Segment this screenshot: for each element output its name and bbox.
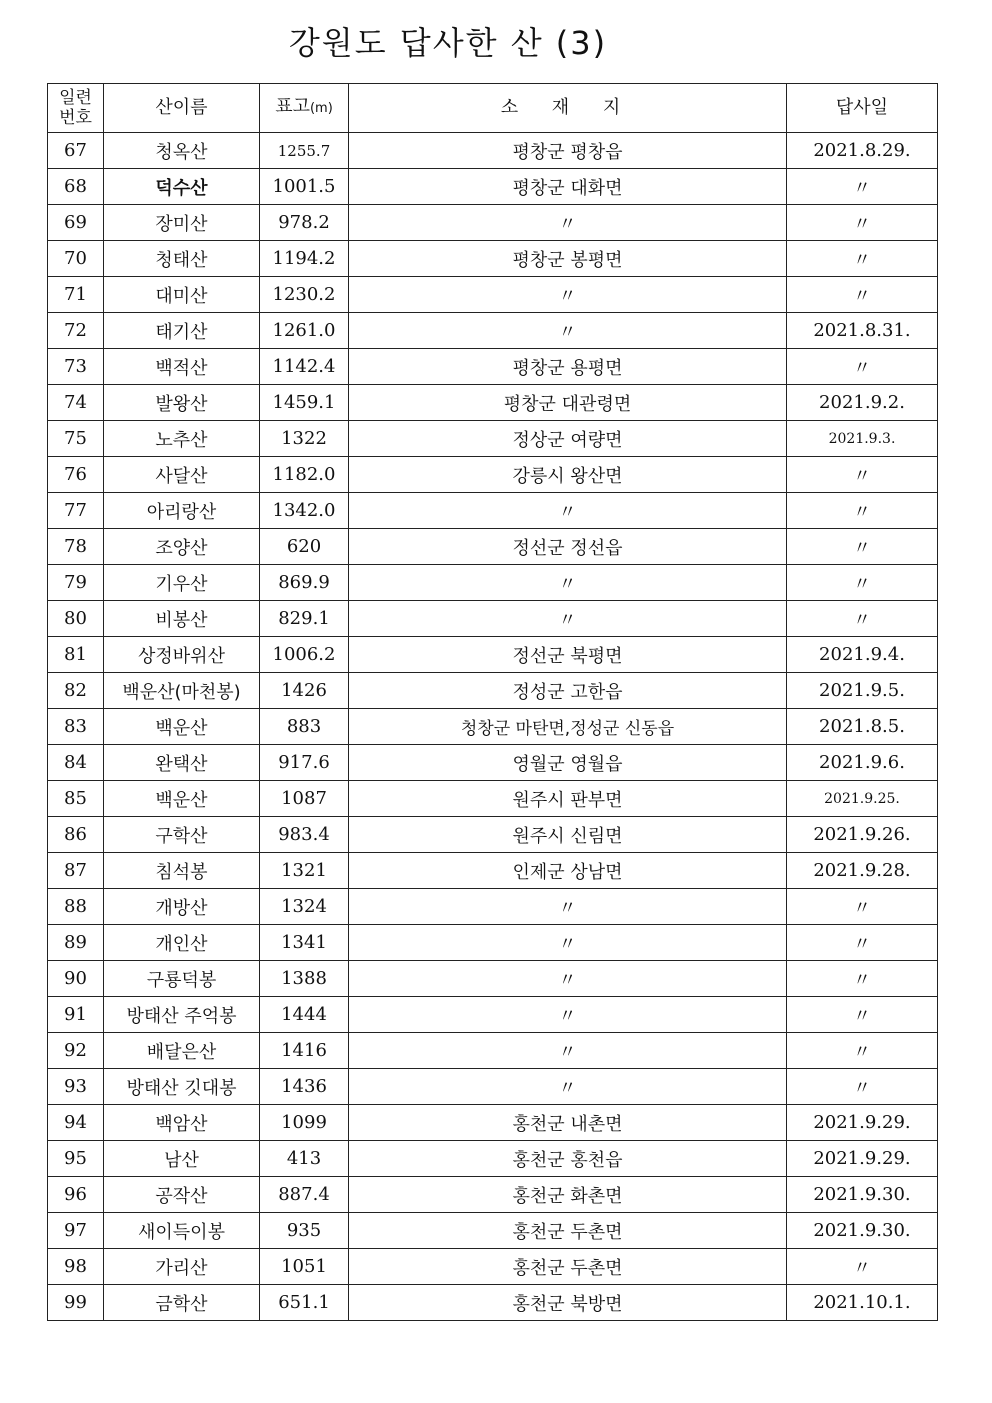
cell-visit-date: 2021.9.2. [787,385,938,421]
cell-mountain-name: 남산 [104,1141,260,1177]
cell-location: 평창군 봉평면 [349,241,787,277]
cell-serial-number: 86 [48,817,104,853]
cell-visit-date: 2021.8.5. [787,709,938,745]
cell-mountain-name: 방태산 깃대봉 [104,1069,260,1105]
table-row [48,673,938,709]
header-elevation-unit: (m) [309,101,333,116]
cell-elevation: 1342.0 [260,493,349,529]
cell-location: 평창군 평창읍 [349,133,787,169]
cell-serial-number: 80 [48,601,104,637]
cell-visit-date: 〃 [787,241,938,277]
cell-visit-date: 2021.9.30. [787,1213,938,1249]
cell-location: 〃 [349,205,787,241]
cell-mountain-name: 상정바위산 [104,637,260,673]
cell-elevation: 1321 [260,853,349,889]
cell-serial-number: 67 [48,133,104,169]
cell-serial-number: 74 [48,385,104,421]
cell-elevation: 413 [260,1141,349,1177]
cell-elevation: 917.6 [260,745,349,781]
cell-serial-number: 83 [48,709,104,745]
cell-mountain-name: 구룡덕봉 [104,961,260,997]
cell-visit-date: 〃 [787,889,938,925]
table-row [48,1033,938,1069]
cell-visit-date: 〃 [787,205,938,241]
cell-elevation: 1444 [260,997,349,1033]
cell-elevation: 1230.2 [260,277,349,313]
cell-visit-date: 2021.9.5. [787,673,938,709]
cell-mountain-name: 청옥산 [104,133,260,169]
cell-serial-number: 87 [48,853,104,889]
header-visit-date: 답사일 [787,84,938,133]
cell-location: 〃 [349,961,787,997]
cell-visit-date: 〃 [787,997,938,1033]
cell-location: 강릉시 왕산면 [349,457,787,493]
cell-mountain-name: 아리랑산 [104,493,260,529]
cell-visit-date: 〃 [787,277,938,313]
cell-mountain-name: 비봉산 [104,601,260,637]
table-header-row [48,84,938,133]
cell-location: 원주시 판부면 [349,781,787,817]
cell-elevation: 935 [260,1213,349,1249]
table-row [48,565,938,601]
cell-location: 〃 [349,565,787,601]
cell-location: 원주시 신림면 [349,817,787,853]
cell-visit-date: 2021.9.29. [787,1105,938,1141]
cell-serial-number: 68 [48,169,104,205]
table-row [48,781,938,817]
cell-mountain-name: 백운산 [104,709,260,745]
table-row [48,1213,938,1249]
table-row [48,1141,938,1177]
table-row [48,601,938,637]
cell-visit-date: 2021.9.4. [787,637,938,673]
cell-elevation: 1324 [260,889,349,925]
cell-elevation: 1416 [260,1033,349,1069]
cell-elevation: 883 [260,709,349,745]
cell-elevation: 829.1 [260,601,349,637]
cell-location: 평창군 대관령면 [349,385,787,421]
cell-elevation: 983.4 [260,817,349,853]
cell-visit-date: 2021.9.25. [787,781,938,817]
cell-visit-date: 〃 [787,961,938,997]
cell-serial-number: 75 [48,421,104,457]
cell-visit-date: 〃 [787,529,938,565]
cell-elevation: 1388 [260,961,349,997]
cell-location: 정성군 고한읍 [349,673,787,709]
cell-serial-number: 73 [48,349,104,385]
cell-visit-date: 2021.8.31. [787,313,938,349]
cell-elevation: 869.9 [260,565,349,601]
cell-visit-date: 2021.9.28. [787,853,938,889]
cell-location: 홍천군 두촌면 [349,1213,787,1249]
header-mountain-name: 산이름 [104,84,260,133]
cell-serial-number: 69 [48,205,104,241]
cell-location: 〃 [349,889,787,925]
cell-serial-number: 97 [48,1213,104,1249]
table-row [48,1177,938,1213]
table-row [48,817,938,853]
cell-serial-number: 72 [48,313,104,349]
cell-serial-number: 92 [48,1033,104,1069]
cell-serial-number: 98 [48,1249,104,1285]
cell-visit-date: 2021.10.1. [787,1285,938,1321]
table-row [48,889,938,925]
cell-elevation: 1087 [260,781,349,817]
table-row [48,277,938,313]
cell-location: 홍천군 홍천읍 [349,1141,787,1177]
cell-mountain-name: 백운산(마천봉) [104,673,260,709]
cell-location: 홍천군 화촌면 [349,1177,787,1213]
cell-visit-date: 〃 [787,169,938,205]
cell-serial-number: 94 [48,1105,104,1141]
cell-elevation: 1255.7 [260,133,349,169]
cell-serial-number: 77 [48,493,104,529]
cell-serial-number: 96 [48,1177,104,1213]
header-serial-number [48,84,104,133]
header-elevation [260,84,349,133]
cell-location: 평창군 대화면 [349,169,787,205]
cell-visit-date: 2021.9.30. [787,1177,938,1213]
cell-elevation: 1142.4 [260,349,349,385]
table-row [48,709,938,745]
cell-location: 〃 [349,1069,787,1105]
cell-mountain-name: 가리산 [104,1249,260,1285]
cell-location: 〃 [349,493,787,529]
table-row [48,133,938,169]
table-row [48,925,938,961]
cell-mountain-name: 구학산 [104,817,260,853]
cell-mountain-name: 공작산 [104,1177,260,1213]
cell-mountain-name: 덕수산 [104,169,260,205]
cell-mountain-name: 개방산 [104,889,260,925]
cell-location: 〃 [349,1033,787,1069]
cell-visit-date: 〃 [787,457,938,493]
table-row [48,421,938,457]
cell-mountain-name: 발왕산 [104,385,260,421]
page-title: 강원도 답사한 산 (3) [288,24,608,62]
cell-elevation: 651.1 [260,1285,349,1321]
cell-location: 정선군 정선읍 [349,529,787,565]
cell-serial-number: 95 [48,1141,104,1177]
cell-serial-number: 88 [48,889,104,925]
cell-location: 홍천군 북방면 [349,1285,787,1321]
cell-elevation: 1261.0 [260,313,349,349]
cell-elevation: 1436 [260,1069,349,1105]
table-row [48,1285,938,1321]
cell-location: 〃 [349,997,787,1033]
header-elevation-label: 표고 [275,96,310,117]
cell-visit-date: 〃 [787,1069,938,1105]
table-row [48,853,938,889]
cell-serial-number: 84 [48,745,104,781]
cell-serial-number: 99 [48,1285,104,1321]
table-row [48,457,938,493]
cell-location: 인제군 상남면 [349,853,787,889]
table-row [48,241,938,277]
cell-serial-number: 78 [48,529,104,565]
cell-serial-number: 89 [48,925,104,961]
cell-mountain-name: 청태산 [104,241,260,277]
cell-mountain-name: 대미산 [104,277,260,313]
cell-elevation: 1099 [260,1105,349,1141]
table-row [48,313,938,349]
cell-elevation: 620 [260,529,349,565]
cell-mountain-name: 노추산 [104,421,260,457]
cell-mountain-name: 장미산 [104,205,260,241]
cell-visit-date: 〃 [787,1033,938,1069]
cell-serial-number: 79 [48,565,104,601]
table-row [48,1105,938,1141]
cell-elevation: 1459.1 [260,385,349,421]
cell-serial-number: 71 [48,277,104,313]
table-row [48,997,938,1033]
cell-elevation: 978.2 [260,205,349,241]
cell-location: 정선군 북평면 [349,637,787,673]
cell-mountain-name: 사달산 [104,457,260,493]
table-row [48,205,938,241]
cell-visit-date: 2021.8.29. [787,133,938,169]
cell-mountain-name: 태기산 [104,313,260,349]
cell-serial-number: 70 [48,241,104,277]
header-serial-line1: 일련 [59,88,92,108]
cell-elevation: 1426 [260,673,349,709]
table-row [48,637,938,673]
table-row [48,529,938,565]
cell-visit-date: 〃 [787,925,938,961]
cell-elevation: 1194.2 [260,241,349,277]
cell-visit-date: 〃 [787,601,938,637]
cell-visit-date: 2021.9.29. [787,1141,938,1177]
cell-visit-date: 2021.9.26. [787,817,938,853]
cell-serial-number: 85 [48,781,104,817]
cell-location: 홍천군 내촌면 [349,1105,787,1141]
cell-mountain-name: 조양산 [104,529,260,565]
mountain-table [47,83,938,1321]
cell-mountain-name: 백암산 [104,1105,260,1141]
cell-visit-date: 〃 [787,1249,938,1285]
cell-elevation: 1341 [260,925,349,961]
cell-serial-number: 76 [48,457,104,493]
table-row [48,745,938,781]
table-row [48,349,938,385]
cell-serial-number: 91 [48,997,104,1033]
cell-location: 영월군 영월읍 [349,745,787,781]
cell-location: 〃 [349,313,787,349]
table-row [48,169,938,205]
cell-elevation: 1006.2 [260,637,349,673]
cell-mountain-name: 배달은산 [104,1033,260,1069]
cell-visit-date: 〃 [787,565,938,601]
cell-mountain-name: 기우산 [104,565,260,601]
table-row [48,493,938,529]
cell-location: 정상군 여량면 [349,421,787,457]
table-row [48,1249,938,1285]
cell-visit-date: 2021.9.3. [787,421,938,457]
cell-elevation: 1322 [260,421,349,457]
cell-serial-number: 82 [48,673,104,709]
cell-location: 청창군 마탄면,정성군 신동읍 [349,709,787,745]
cell-mountain-name: 새이득이봉 [104,1213,260,1249]
header-location: 소 재 지 [349,84,787,133]
table-row [48,1069,938,1105]
cell-location: 평창군 용평면 [349,349,787,385]
cell-visit-date: 〃 [787,493,938,529]
cell-serial-number: 90 [48,961,104,997]
cell-serial-number: 81 [48,637,104,673]
cell-location: 〃 [349,277,787,313]
cell-elevation: 1051 [260,1249,349,1285]
cell-location: 〃 [349,925,787,961]
table-row [48,385,938,421]
cell-mountain-name: 백운산 [104,781,260,817]
table-row [48,961,938,997]
cell-elevation: 1182.0 [260,457,349,493]
cell-visit-date: 〃 [787,349,938,385]
cell-visit-date: 2021.9.6. [787,745,938,781]
cell-mountain-name: 금학산 [104,1285,260,1321]
cell-elevation: 1001.5 [260,169,349,205]
cell-mountain-name: 완택산 [104,745,260,781]
cell-mountain-name: 침석봉 [104,853,260,889]
cell-mountain-name: 방태산 주억봉 [104,997,260,1033]
cell-location: 〃 [349,601,787,637]
cell-serial-number: 93 [48,1069,104,1105]
cell-elevation: 887.4 [260,1177,349,1213]
cell-location: 홍천군 두촌면 [349,1249,787,1285]
cell-mountain-name: 백적산 [104,349,260,385]
header-serial-line2: 번호 [59,108,92,128]
cell-mountain-name: 개인산 [104,925,260,961]
table-body [48,133,938,1321]
